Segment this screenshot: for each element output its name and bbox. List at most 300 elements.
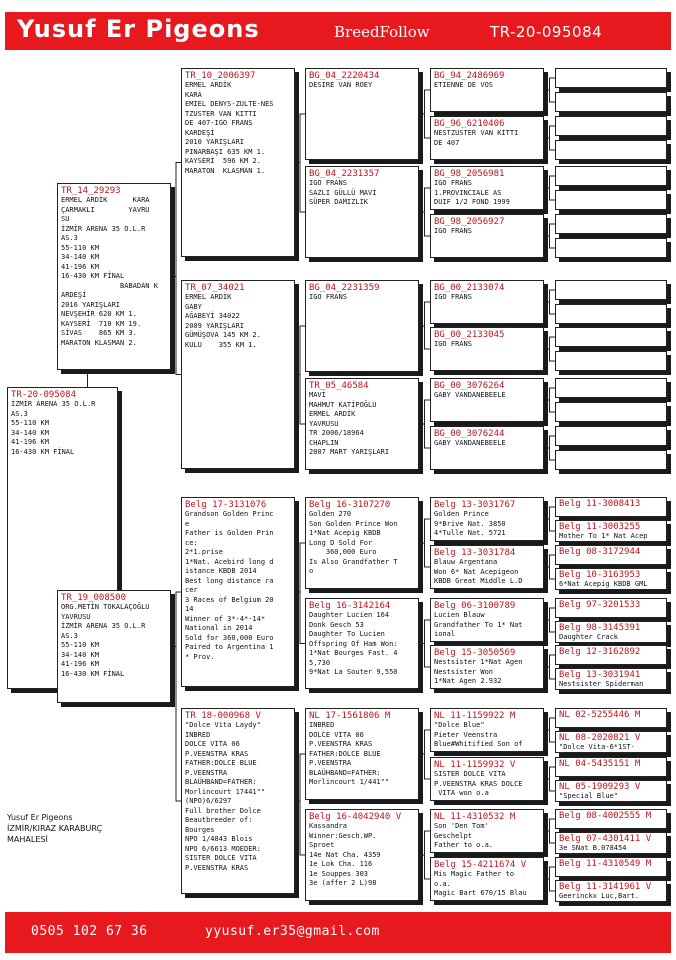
ring-number: Belg 10-3163953 bbox=[559, 570, 641, 580]
pedigree-box bbox=[430, 116, 544, 160]
connector-line bbox=[419, 543, 430, 567]
ring-number: Belg 15-4211674 V bbox=[434, 860, 527, 870]
info-line: Magic Bart 670/15 Blau bbox=[434, 889, 527, 897]
info-line: 1e Souppes 303 bbox=[309, 869, 369, 878]
connector-line bbox=[544, 290, 555, 302]
ring-number: Belg 13-3031767 bbox=[434, 500, 516, 510]
pedigree-box bbox=[555, 520, 667, 542]
connector-line bbox=[544, 819, 555, 831]
ring-number: Belg 98-3145391 bbox=[559, 623, 641, 633]
pedigree-box bbox=[555, 880, 667, 902]
connector-line bbox=[544, 730, 555, 742]
ring-number: TR_07_34021 bbox=[185, 283, 245, 293]
connector-line bbox=[419, 620, 430, 644]
pedigree-box bbox=[430, 598, 544, 642]
connector-line bbox=[544, 767, 555, 779]
info-line: IGO FRANS bbox=[309, 179, 347, 187]
info-line: "Dolce Blue" bbox=[434, 721, 485, 729]
info-line: TR 2006/18964 bbox=[309, 429, 364, 437]
connector-line bbox=[544, 448, 555, 460]
info-line: Nestsister 1*Nat Agen bbox=[434, 658, 523, 666]
pedigree-box bbox=[555, 426, 667, 446]
pedigree-box bbox=[555, 140, 667, 160]
info-line: MAVİ bbox=[309, 391, 326, 399]
ring-number: NL 04-5435151 M bbox=[559, 759, 641, 769]
ring-number: Belg 11-3003255 bbox=[559, 522, 641, 532]
info-line: 6*Nat Acepig KBDB GML bbox=[559, 580, 648, 588]
info-line: DOLCE VITA 06 bbox=[185, 740, 240, 748]
info-line: BLAÜHBAND=FATHER: bbox=[309, 768, 381, 777]
info-line: Son Golden Prince Won bbox=[309, 519, 398, 528]
info-line: YAVRUSU bbox=[309, 419, 339, 428]
info-line: o.a. bbox=[434, 879, 451, 888]
info-line: 9*Nat La Souter 9,550 bbox=[309, 668, 398, 676]
info-line: SISTER DOLCE VITA bbox=[185, 854, 257, 862]
pedigree-box bbox=[555, 832, 667, 854]
info-line: P.VEENSTRA bbox=[185, 768, 228, 777]
info-line: DE 407-IGO FRANS bbox=[185, 119, 253, 127]
pedigree-box bbox=[555, 598, 667, 618]
info-line: ERMEL ARDİK KARA bbox=[61, 196, 150, 204]
info-line: MARATON KLASMAN 2. bbox=[61, 338, 137, 347]
info-line: 41-196 KM bbox=[61, 660, 99, 668]
pedigree-box bbox=[305, 497, 419, 589]
ring-number: Belg 11-4310549 M bbox=[559, 859, 652, 869]
pedigree-box bbox=[555, 780, 667, 802]
connector-line bbox=[544, 779, 555, 791]
connector-line bbox=[544, 507, 555, 519]
connector-line bbox=[544, 667, 555, 679]
info-line: Paired to Argentina 1 bbox=[185, 643, 274, 651]
pedigree-box bbox=[555, 708, 667, 728]
connector-line bbox=[419, 855, 430, 879]
info-line: Blue#Whitified Son of bbox=[434, 740, 523, 748]
info-line: İZMİR ARENA 35 O.L.R bbox=[61, 224, 146, 233]
info-line: Nestsister Won bbox=[434, 667, 494, 676]
owner-address bbox=[7, 812, 102, 845]
connector-line bbox=[544, 879, 555, 891]
pedigree-box bbox=[555, 166, 667, 186]
info-line: 3e (affer 2 L)98 bbox=[309, 879, 377, 887]
pedigree-box bbox=[555, 238, 667, 258]
info-line: AS.3 bbox=[11, 409, 28, 418]
info-line: 55-110 KM bbox=[61, 243, 99, 252]
owner-name: Yusuf Er Pigeons bbox=[7, 813, 73, 822]
ring-number: Belg 16-3107270 bbox=[309, 500, 391, 510]
info-line: istance KBDB 2014 bbox=[185, 567, 257, 575]
info-line: KAYSERİ 596 KM 2. bbox=[185, 157, 261, 165]
info-line: DUIF 1/2 FOND 1999 bbox=[434, 198, 510, 206]
ring-number: Belg 07-4301411 V bbox=[559, 834, 652, 844]
info-line: Full brother Dolce bbox=[185, 806, 261, 815]
ring-number: BG_04_2231359 bbox=[309, 283, 380, 293]
info-line: 16-430 KM FİNAL bbox=[61, 669, 125, 678]
connector-line bbox=[544, 337, 555, 349]
pedigree-box bbox=[555, 214, 667, 234]
pedigree-box bbox=[57, 183, 171, 370]
pedigree-box bbox=[555, 645, 667, 665]
ring-number: BG_98_2056927 bbox=[434, 217, 505, 227]
pedigree-box bbox=[555, 757, 667, 777]
connector-line bbox=[295, 114, 305, 163]
pedigree-box bbox=[305, 280, 419, 372]
ring-number: TR_19_008500 bbox=[61, 593, 127, 603]
info-line: Daughter Crack bbox=[559, 633, 619, 641]
info-line: Nestsister Spiderman bbox=[559, 680, 644, 688]
pedigree-box bbox=[555, 351, 667, 371]
info-line: 16-430 KM FİNAL bbox=[11, 447, 75, 456]
connector-line bbox=[544, 126, 555, 138]
info-line: Lucien Blauw bbox=[434, 611, 485, 619]
info-line: 1*Nat Agen 2.932 bbox=[434, 677, 502, 685]
info-line: Mother To 1* Nat Acep bbox=[559, 532, 648, 540]
info-line: NPO 6/6613 MOEDER: bbox=[185, 844, 261, 853]
info-line: Geschelpt bbox=[434, 831, 472, 840]
ring-number: BG_98_2056981 bbox=[434, 169, 505, 179]
pedigree-box bbox=[430, 545, 544, 589]
info-line: Is Also Grandfather T bbox=[309, 557, 398, 566]
info-line: Father is Golden Prin bbox=[185, 529, 274, 537]
brand-title: Yusuf Er Pigeons bbox=[17, 15, 260, 43]
pedigree-box bbox=[555, 497, 667, 517]
ring-number: NL 11-1159922 M bbox=[434, 711, 516, 721]
pedigree-box bbox=[305, 378, 419, 470]
info-line: 14e Nat Cha. 4359 bbox=[309, 850, 381, 859]
info-line: Son 'Den Tom' bbox=[434, 822, 489, 830]
info-line: BABADAN K bbox=[61, 281, 158, 290]
connector-line bbox=[544, 224, 555, 236]
info-line: Father to o.a. bbox=[434, 841, 494, 849]
connector-line bbox=[295, 754, 305, 801]
ring-number: BG_04_2231357 bbox=[309, 169, 380, 179]
ring-number: BG_00_2133074 bbox=[434, 283, 505, 293]
info-line: TZUSTER VAN KITTI bbox=[185, 109, 257, 118]
pedigree-box bbox=[430, 757, 544, 801]
info-line: AS.3 bbox=[61, 234, 78, 242]
info-line: 4*Tulle Nat. 5721 bbox=[434, 529, 506, 537]
connector-line bbox=[295, 375, 305, 425]
ring-number: BG_00_2133045 bbox=[434, 330, 505, 340]
info-line: 1.PROVINCIALE AS bbox=[434, 188, 502, 197]
connector-line bbox=[544, 867, 555, 879]
info-line: * Prov. bbox=[185, 652, 215, 661]
info-line: ÇARMAKLI YAVRU bbox=[61, 205, 150, 214]
pedigree-box bbox=[555, 668, 667, 690]
info-line: İZMİR ARENA 35 O.L.R bbox=[11, 400, 96, 408]
pedigree-box bbox=[555, 92, 667, 112]
ring-number: NL 11-4310532 M bbox=[434, 812, 516, 822]
info-line: 5,730 bbox=[309, 658, 331, 667]
owner-district: MAHALESİ bbox=[7, 835, 48, 844]
info-line: ce: bbox=[185, 538, 198, 547]
ring-number: NL 02-5255446 M bbox=[559, 710, 641, 720]
pedigree-box bbox=[555, 450, 667, 470]
info-line: DE 407 bbox=[434, 138, 460, 147]
info-line: 16-430 KM FİNAL bbox=[61, 272, 125, 280]
pedigree-box bbox=[555, 545, 667, 565]
info-line: "Dolce Vita-6*1ST- bbox=[559, 743, 635, 751]
ring-number: Belg 08-4002555 M bbox=[559, 811, 652, 821]
info-line: Grandfather To 1* Nat bbox=[434, 620, 523, 629]
info-line: ERMEL ARDİK bbox=[309, 410, 356, 418]
connector-line bbox=[419, 114, 430, 138]
connector-line bbox=[419, 730, 430, 754]
info-line: 2*1.prise bbox=[185, 548, 223, 556]
footer-bar bbox=[5, 912, 671, 953]
pedigree-box bbox=[430, 378, 544, 422]
info-line: Grandson Golden Princ bbox=[185, 510, 274, 518]
info-line: P.VEENSTRA KRAS bbox=[185, 863, 249, 872]
ring-number: Belg 06-3100789 bbox=[434, 601, 516, 611]
info-line: KAYSERİ 710 KM 19. bbox=[61, 319, 142, 328]
info-line: FATHER:DOLCE BLUE bbox=[185, 759, 257, 767]
info-line: Beautbreeder of: bbox=[185, 816, 253, 824]
info-line: ERMEL ARDİK bbox=[185, 81, 232, 89]
ring-number: Belg 15-3050569 bbox=[434, 648, 516, 658]
header-ring-number: TR-20-095084 bbox=[490, 23, 603, 41]
info-line: Long D Sold For bbox=[309, 538, 373, 547]
ring-number: NL 08-2020821 V bbox=[559, 733, 641, 743]
info-line: 3 Races of Belgium 20 bbox=[185, 595, 274, 604]
connector-line bbox=[295, 163, 305, 213]
pedigree-box bbox=[430, 645, 544, 689]
ring-number: BG_00_3076244 bbox=[434, 429, 505, 439]
connector-line bbox=[544, 236, 555, 248]
info-line: 14 bbox=[185, 605, 194, 613]
info-line: IGO FRANS bbox=[434, 340, 472, 348]
info-line: Golden Prince bbox=[434, 510, 489, 518]
info-line: CHAPLIN bbox=[309, 438, 339, 447]
pedigree-box bbox=[555, 731, 667, 753]
ring-number: TR 18-000968 V bbox=[185, 711, 261, 721]
info-line: ETIENNE DE VOS bbox=[434, 81, 494, 89]
connector-line bbox=[295, 326, 305, 375]
ring-number: Belg 13-3031784 bbox=[434, 548, 516, 558]
info-line: AS.3 bbox=[61, 631, 78, 640]
ring-number: NL 17-1561806 M bbox=[309, 711, 391, 721]
pedigree-box bbox=[555, 621, 667, 643]
info-line: IGO FRANS bbox=[434, 293, 472, 301]
info-line: 1*Nat Bourges Fast. 4 bbox=[309, 649, 398, 657]
info-line: 2016 YARIŞLARI bbox=[61, 300, 121, 309]
info-line: 41-196 KM bbox=[11, 438, 49, 446]
pedigree-box bbox=[305, 166, 419, 258]
email-address: yyusuf.er35@gmail.com bbox=[205, 924, 380, 939]
info-line: IGO FRANS bbox=[309, 293, 347, 301]
pedigree-box bbox=[181, 68, 295, 257]
app-name: BreedFollow bbox=[334, 23, 430, 41]
connector-line bbox=[544, 188, 555, 200]
info-line: PINARBAŞI 635 KM 1. bbox=[185, 147, 266, 156]
info-line: SU bbox=[61, 215, 70, 223]
pedigree-box bbox=[57, 590, 171, 703]
info-line: 1e Lok Cha. 116 bbox=[309, 860, 373, 868]
info-line: GABY VANDANEBEELE bbox=[434, 391, 506, 399]
info-line: Winner of 3*-4*-14* bbox=[185, 614, 266, 623]
connector-line bbox=[544, 176, 555, 188]
connector-line bbox=[419, 424, 430, 448]
pedigree-box bbox=[555, 68, 667, 88]
pedigree-box bbox=[430, 327, 544, 371]
info-line: INBRED bbox=[185, 730, 211, 739]
pedigree-box bbox=[430, 68, 544, 112]
ring-number: Belg 08-3172944 bbox=[559, 547, 641, 557]
info-line: 2007 MART YARIŞLARI bbox=[309, 448, 390, 456]
ring-number: BG_04_2220434 bbox=[309, 71, 380, 81]
ring-number: TR-20-095084 bbox=[11, 390, 77, 400]
pedigree-box bbox=[555, 378, 667, 398]
ring-number: BG_96_6210406 bbox=[434, 119, 505, 129]
connector-line bbox=[544, 567, 555, 579]
info-line: Won 6* Nat Acepigeon bbox=[434, 567, 519, 576]
info-line: INBRED bbox=[309, 721, 335, 729]
info-line: Geerinckx Luc,Bart. bbox=[559, 892, 640, 900]
pedigree-box bbox=[430, 497, 544, 541]
info-line: KARA bbox=[185, 90, 202, 99]
info-line: DOLCE VITA 06 bbox=[309, 730, 364, 739]
pedigree-box bbox=[430, 280, 544, 324]
pedigree-box bbox=[555, 280, 667, 300]
info-line: 9*Brive Nat. 3850 bbox=[434, 519, 506, 528]
connector-line bbox=[544, 436, 555, 448]
connector-line bbox=[544, 349, 555, 361]
pedigree-box bbox=[555, 809, 667, 829]
connector-line bbox=[419, 188, 430, 212]
owner-city: İZMİR/KIRAZ KARABURÇ bbox=[7, 824, 103, 833]
info-line: Morlincourt 1/441"" bbox=[309, 778, 390, 786]
info-line: Best long distance ra bbox=[185, 576, 274, 585]
info-line: GABY bbox=[185, 302, 202, 311]
info-line: EMIEL DENYS-ZULTE-NES bbox=[185, 100, 274, 108]
info-line: GABY VANDANEBEELE bbox=[434, 439, 506, 447]
pedigree-box bbox=[555, 402, 667, 422]
connector-line bbox=[419, 326, 430, 349]
pedigree-box bbox=[430, 857, 544, 901]
pedigree-box bbox=[555, 327, 667, 347]
info-line: DESIRE VAN ROEY bbox=[309, 81, 373, 89]
info-line: "Special Blue" bbox=[559, 792, 619, 800]
ring-number: NL 05-1909293 V bbox=[559, 782, 641, 792]
ring-number: TR_14_29293 bbox=[61, 186, 121, 196]
info-line: Daughter To Lucien bbox=[309, 630, 385, 638]
info-line: NPO 1/4843 Blois bbox=[185, 835, 253, 843]
info-line: GÜMÜŞOVA 145 KM 2. bbox=[185, 331, 261, 339]
phone-number: 0505 102 67 36 bbox=[31, 924, 148, 939]
connector-line bbox=[544, 831, 555, 843]
connector-line bbox=[544, 78, 555, 90]
connector-line bbox=[295, 801, 305, 855]
pedigree-box bbox=[555, 190, 667, 210]
info-line: P.VEENSTRA KRAS DOLCE bbox=[434, 779, 523, 788]
ring-number: NL 11-1159932 V bbox=[434, 760, 516, 770]
ring-number: BG_00_3076264 bbox=[434, 381, 505, 391]
ring-number: Belg 17-3131076 bbox=[185, 500, 267, 510]
info-line: e bbox=[185, 519, 190, 528]
connector-line bbox=[419, 90, 430, 114]
info-line: SAZLI GÜLLÜ MAVİ bbox=[309, 188, 377, 197]
info-line: 2009 YARIŞLARI bbox=[185, 321, 245, 330]
connector-line bbox=[544, 388, 555, 400]
info-line: 41-196 KM bbox=[61, 262, 99, 271]
connector-line bbox=[544, 718, 555, 730]
info-line: 2010 YARIŞLARI bbox=[185, 138, 245, 146]
connector-line bbox=[171, 163, 181, 277]
info-line: National in 2014 bbox=[185, 624, 253, 632]
info-line: 55-110 KM bbox=[11, 419, 49, 427]
info-line: Kassandra bbox=[309, 822, 347, 830]
info-line: 1*Nat Acepig KBDB bbox=[309, 529, 381, 537]
info-line: Golden 270 bbox=[309, 510, 352, 518]
info-line: 3e SNat B.078454 bbox=[559, 844, 627, 852]
info-line: VITA won o.a bbox=[434, 789, 489, 797]
pedigree-box bbox=[430, 166, 544, 210]
pedigree-box bbox=[305, 68, 419, 160]
connector-line bbox=[295, 592, 305, 644]
info-line: P.VEENSTRA bbox=[309, 759, 352, 767]
info-line: ional bbox=[434, 630, 456, 638]
ring-number: Belg 16-3142164 bbox=[309, 601, 391, 611]
info-line: (NPO)6/6297 bbox=[185, 797, 232, 805]
info-line: KARDEŞİ bbox=[185, 128, 215, 137]
connector-line bbox=[419, 302, 430, 326]
pedigree-box bbox=[555, 116, 667, 136]
info-line: 360,000 Euro bbox=[309, 548, 377, 556]
info-line: Donk Gesch 53 bbox=[309, 620, 364, 629]
pedigree-box bbox=[305, 809, 419, 901]
ring-number: Belg 11-3008413 bbox=[559, 499, 641, 509]
connector-line bbox=[171, 277, 181, 375]
connector-line bbox=[544, 90, 555, 102]
info-line: NESTZUSTER VAN KITTI bbox=[434, 129, 519, 137]
pedigree-box bbox=[181, 280, 295, 469]
info-line: Daughter Lucien 164 bbox=[309, 611, 390, 619]
info-line: Sold for 360,000 Euro bbox=[185, 633, 274, 642]
info-line: "Dolce Vita Laydy" bbox=[185, 721, 261, 729]
info-line: FATHER:DOLCE BLUE bbox=[309, 749, 381, 758]
info-line: 34-140 KM bbox=[61, 650, 99, 659]
info-line: o bbox=[309, 567, 314, 575]
info-line: P.VEENSTRA KRAS bbox=[185, 749, 249, 758]
connector-line bbox=[544, 555, 555, 567]
info-line: BLAÜHBAND=FATHER: bbox=[185, 778, 257, 786]
info-line: NEVŞEHİR 620 KM 1. bbox=[61, 310, 137, 318]
connector-line bbox=[295, 543, 305, 592]
info-line: Bourges bbox=[185, 825, 215, 834]
pedigree-box bbox=[430, 426, 544, 470]
info-line: 55-110 KM bbox=[61, 641, 99, 649]
connector-line bbox=[544, 302, 555, 314]
info-line: Sproet bbox=[309, 841, 335, 849]
info-line: Morlincourt 17441"" bbox=[185, 787, 266, 796]
info-line: 34-140 KM bbox=[61, 253, 99, 261]
info-line: ORG.METİN TOKALAÇOĞLU bbox=[61, 603, 150, 611]
connector-line bbox=[419, 519, 430, 543]
pedigree-box bbox=[181, 708, 295, 894]
info-line: KBDB Great Middle L.D bbox=[434, 577, 523, 585]
pedigree-box bbox=[305, 708, 419, 800]
connector-line bbox=[419, 212, 430, 236]
info-line: Winner:Gesch.WP. bbox=[309, 831, 377, 840]
info-line: 34-140 KM bbox=[11, 428, 49, 437]
info-line: MAHMUT KATİPOĞLU bbox=[309, 400, 377, 409]
ring-number: BG_94_2486969 bbox=[434, 71, 505, 81]
info-line: IGO FRANS bbox=[434, 179, 472, 187]
ring-number: Belg 11-3141961 V bbox=[559, 882, 652, 892]
info-line: İZMİR ARENA 35 O.L.R bbox=[61, 622, 146, 630]
ring-number: Belg 97-3201533 bbox=[559, 600, 641, 610]
pedigree-box bbox=[555, 568, 667, 590]
pedigree-box bbox=[181, 497, 295, 687]
